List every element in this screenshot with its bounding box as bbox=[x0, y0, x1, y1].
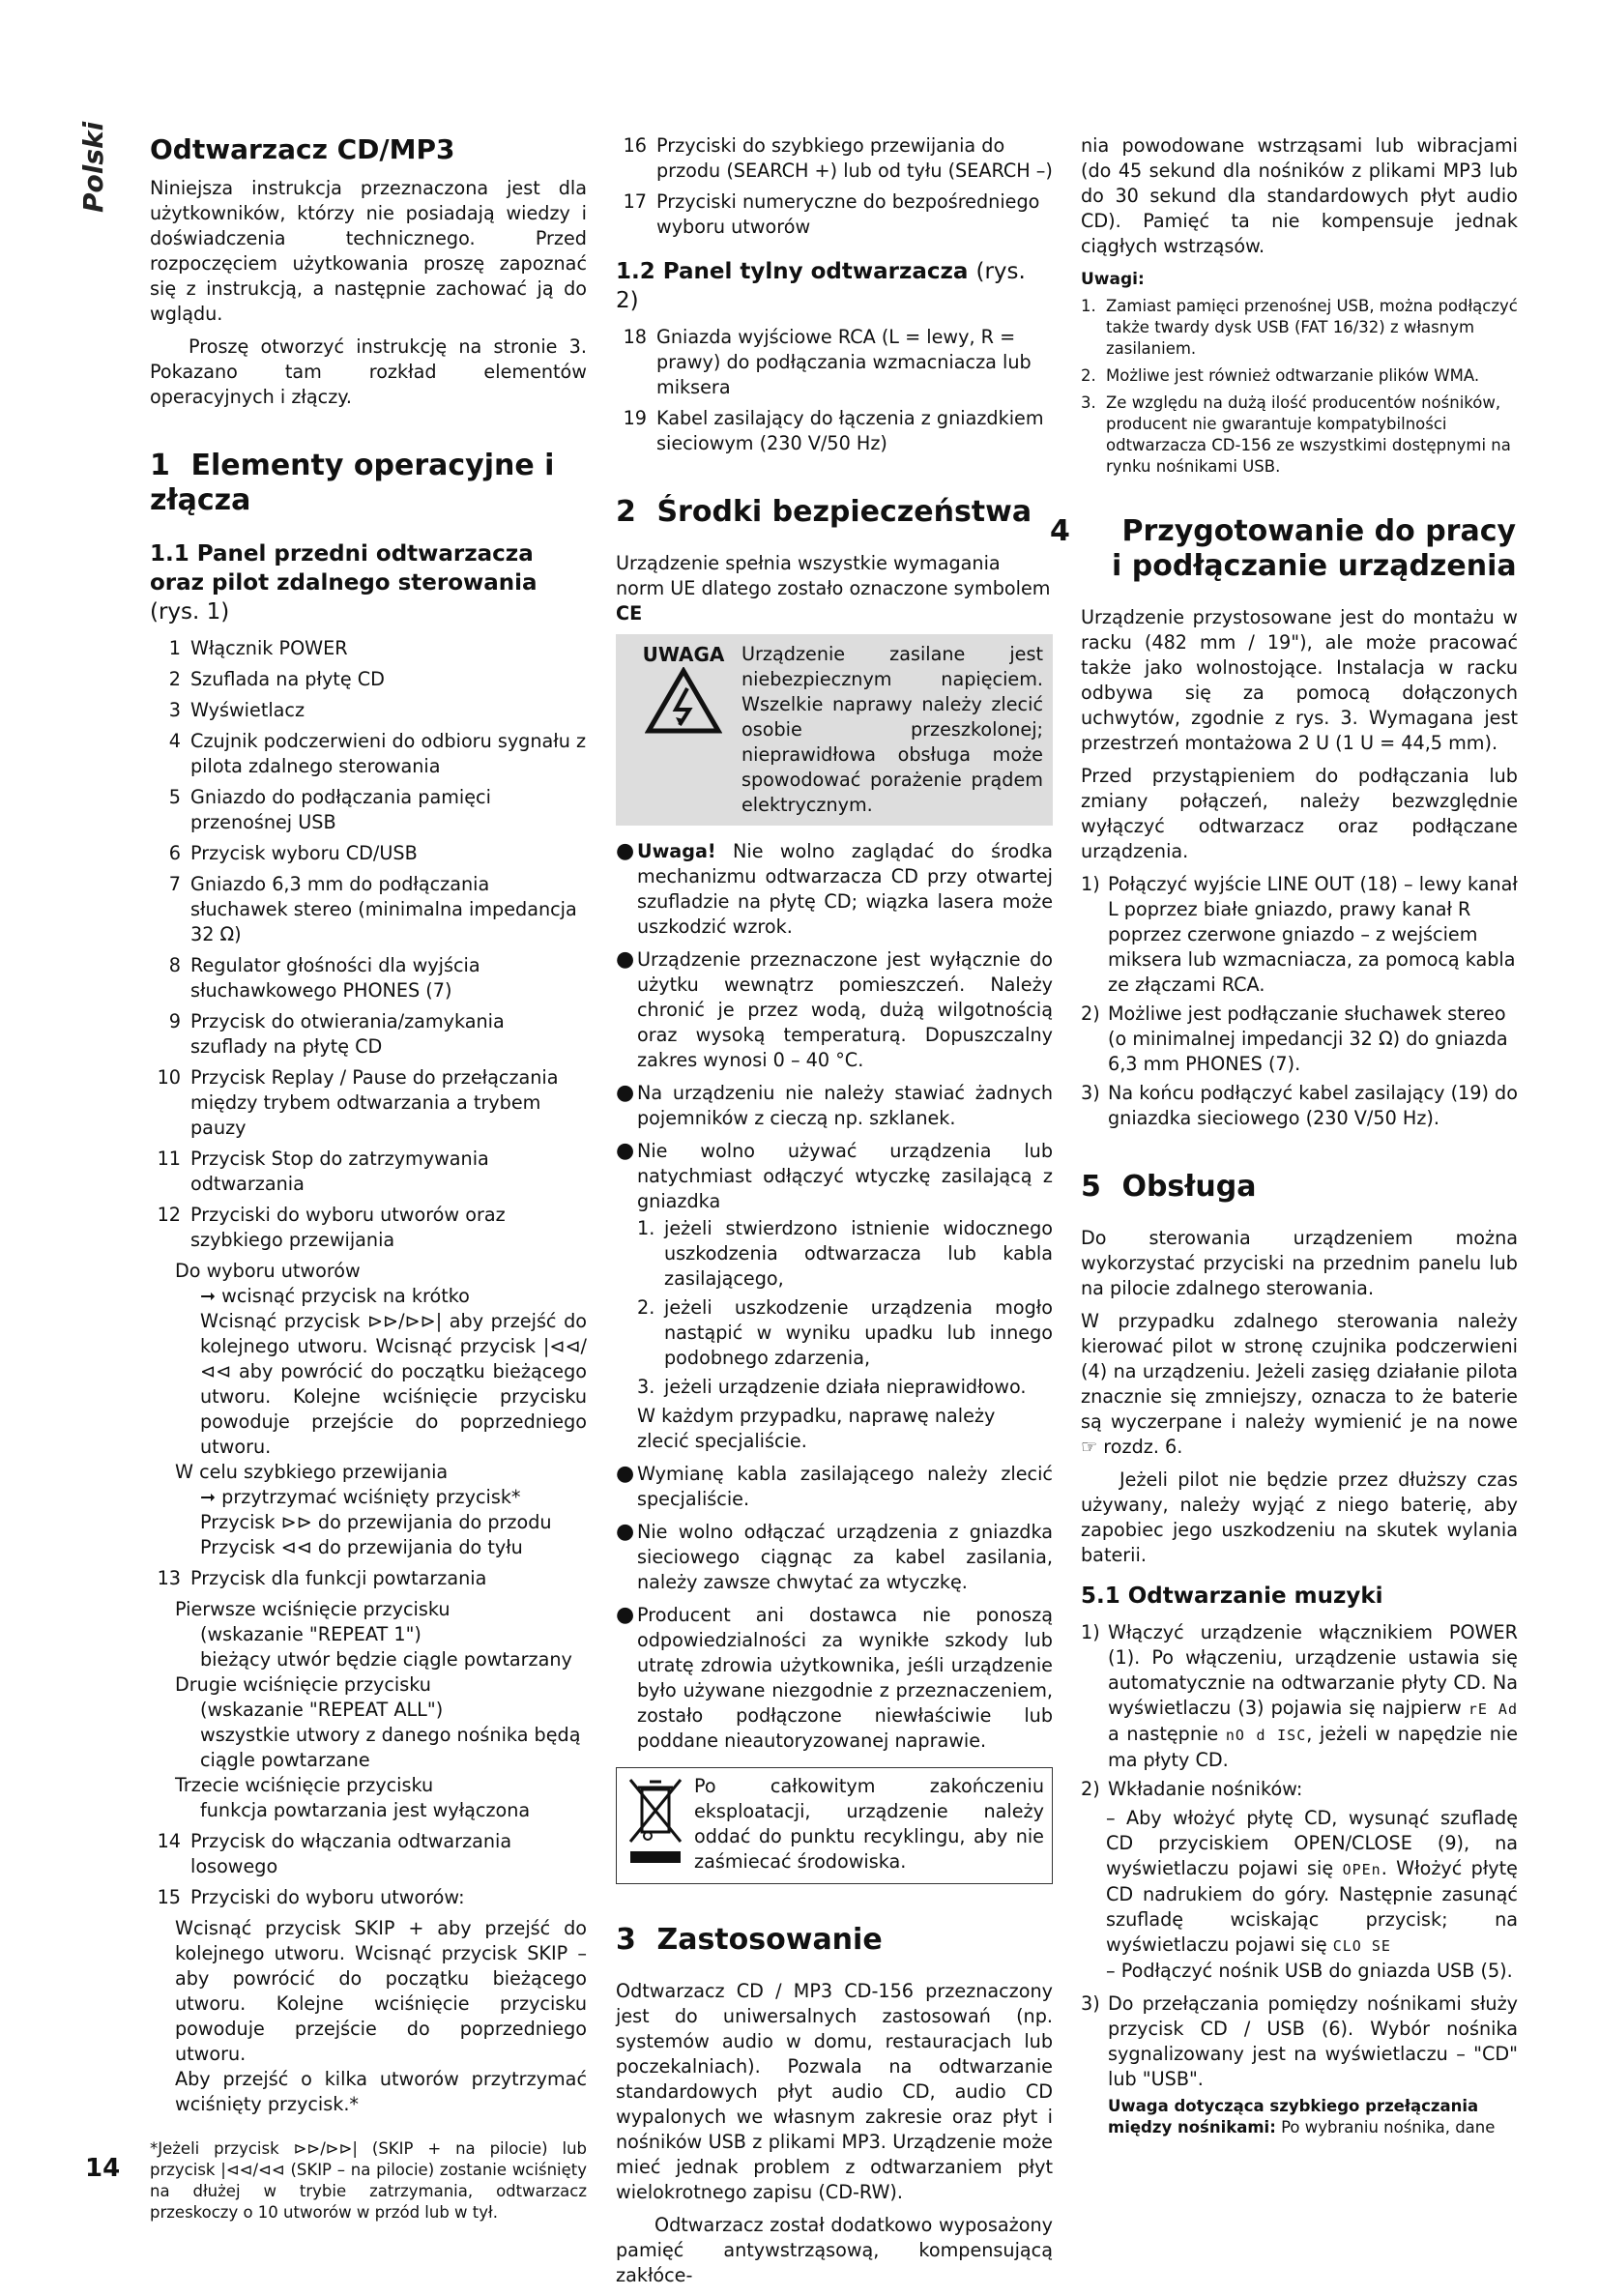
conformity-paragraph: Urządzenie spełnia wszystkie wymagania norm UE dlatego zostało oznaczone symbolem CE bbox=[616, 552, 1051, 625]
warning-label: UWAGA bbox=[642, 643, 725, 666]
list-item: 5 Gniazdo do podłączania pamięci przenośnej USB bbox=[168, 786, 491, 833]
list-item: 3. Ze względu na dużą ilość producentów nośników, producent nie gwarantuje kompatybilności odtwarzacza CD-156 ze wszystkimi dostępnymi na rynku nośnikami USB. bbox=[1081, 393, 1511, 476]
crossed-bin-icon bbox=[625, 1774, 686, 1871]
intro-paragraph-2: Proszę otworzyć instrukcję na stronie 3. Pokazano tam rozkład elementów operacyjnych i złączy. bbox=[150, 335, 587, 408]
playback-step: 1) Włączyć urządzenie włącznikiem POWER (1). Po włączeniu, urządzenie ustawia się automatycznie na odtwarzanie płyty CD. Na wyświetlaczu (3) pojawia się najpierw rE Ad a następnie nO d ISC, jeżeli w napędzie nie ma płyty CD. bbox=[1081, 1621, 1519, 1771]
list-item: 16 Przyciski do szybkiego przewijania do przodu (SEARCH +) lub od tyłu (SEARCH –) bbox=[623, 134, 1053, 182]
lcd-open: OPEn bbox=[1342, 1861, 1381, 1878]
list-item: 6 Przycisk wyboru CD/USB bbox=[168, 842, 418, 864]
safety-bullet: ● Nie wolno używać urządzenia lub natychmiast odłączyć wtyczkę zasilającą z gniazdka bbox=[616, 1139, 1053, 1212]
ce-mark: CE bbox=[616, 602, 643, 625]
setup-paragraph: Urządzenie przystosowane jest do montażu w racku (482 mm / 19"), ale może pracować także jako wolnostojące. Instalacja w racku odbywa się za pomocą dołączonych uchwytów, zgodnie z rys. 3. Wymagana jest przestrzeń montażowa 2 U (1 U = 44,5 mm). bbox=[1081, 606, 1518, 754]
list-item: 7 Gniazdo 6,3 mm do podłączania słuchawek stereo (minimalna impedancja 32 Ω) bbox=[168, 873, 577, 945]
safety-bullet: ● Producent ani dostawca nie ponoszą odpowiedzialności za wynikłe szkody lub utratę zdrowia użytkownika, jeśli urządzenie było używane niezgodnie z przeznaczeniem, zostało podłączone niewłaściwie lub poddane nieautoryzowanej naprawie. bbox=[616, 1603, 1053, 1752]
safety-bullet: ● Urządzenie przeznaczone jest wyłącznie do użytku wewnątrz pomieszczeń. Należy chronić je przez wodą, dużą wilgotnością oraz wysoką temperaturą. Dopuszczalny zakres wynosi 0 – 40 °C. bbox=[616, 947, 1053, 1071]
safety-bullet: ● Wymianę kabla zasilającego należy zlecić specjaliście. bbox=[616, 1462, 1053, 1510]
safety-bullet: ● Uwaga! Nie wolno zaglądać do środka mechanizmu odtwarzacza CD przy otwartej szufladzie na płytę CD; wiązka lasera może uszkodzić wzrok. bbox=[616, 839, 1053, 938]
footnote: *Jeżeli przycisk ⊳⊳/⊳⊳| (SKIP + na pilocie) lub przycisk |⊲⊲/⊲⊲ (SKIP – na pilocie) zostanie wciśnięty na dłużej w trybie zatrzymania, odtwarzacz przeskoczy o 10 utworów w przód lub w tył. bbox=[150, 2139, 587, 2222]
section-1-2-heading: 1.2 Panel tylny odtwarzacza (rys. 2) bbox=[616, 259, 1026, 313]
safety-bullet: ● Na urządzeniu nie należy stawiać żadnych pojemników z cieczą np. szklanek. bbox=[616, 1081, 1053, 1129]
section-2-heading: 2 Środki bezpieczeństwa bbox=[616, 495, 1032, 529]
list-item: 2 Szuflada na płytę CD bbox=[168, 668, 385, 690]
intro-paragraph: Niniejsza instrukcja przeznaczona jest dla użytkowników, którzy nie posiadają wiedzy i doświadczenia technicznego. Przed rozpoczęciem użytkowania proszę zapoznać się z instrukcją, a następnie zachować ją do wglądu. bbox=[150, 177, 587, 325]
side-language-label: Polski bbox=[77, 121, 109, 213]
usage-paragraph: Odtwarzacz CD / MP3 CD-156 przeznaczony jest do uniwersalnych zastosowań (np. systemów audio w domu, restauracjach lub poczekalniach). Pozwala na odtwarzanie standardowych płyt audio CD, audio CD wypalonych we własnym zakresie oraz płyt i nośników USB z plikami MP3. Urządzenie może mieć jednak problem z odtwarzaniem płyt wielokrotnego zapisu (CD-RW). bbox=[616, 1980, 1053, 2203]
playback-substep: – Podłączyć nośnik USB do gniazda USB (5). bbox=[1106, 1960, 1513, 1982]
list-item: 1. Zamiast pamięci przenośnej USB, można podłączyć także twardy dysk USB (FAT 16/32) z własnym zasilaniem. bbox=[1081, 297, 1518, 358]
list-item: 12 Przyciski do wyboru utworów oraz szybkiego przewijania bbox=[157, 1204, 506, 1251]
section-4-heading: 4 Przygotowanie do pracy i podłączanie urządzenia bbox=[1050, 514, 1517, 583]
notes-heading: Uwagi: bbox=[1081, 270, 1145, 289]
list-item: 8 Regulator głośności dla wyjścia słuchawkowego PHONES (7) bbox=[168, 954, 480, 1002]
list-item: 3 Wyświetlacz bbox=[168, 699, 305, 721]
section-5-heading: 5 Obsługa bbox=[1081, 1170, 1257, 1204]
warning-text: Urządzenie zasilane jest niebezpiecznym napięciem. Wszelkie naprawy należy zlecić osobie przeszkolonej; nieprawidłowa obsługa może spowodować porażenie prądem elektrycznym. bbox=[741, 643, 1043, 816]
list-item: 19 Kabel zasilający do łączenia z gniazdkiem sieciowym (230 V/50 Hz) bbox=[623, 407, 1044, 454]
switching-note: Uwaga dotycząca szybkiego przełączania między nośnikami: Po wybraniu nośnika, dane bbox=[1108, 2097, 1496, 2136]
list-item: 4 Czujnik podczerwieni do odbioru sygnału z pilota zdalnego sterowania bbox=[168, 730, 587, 777]
list-item: 9 Przycisk do otwierania/zamykania szuflady na płytę CD bbox=[168, 1010, 505, 1058]
item-15-detail: Wcisnąć przycisk SKIP + aby przejść do kolejnego utworu. Wcisnąć przycisk SKIP – aby powrócić do początku bieżącego utworu. Kolejne wciśnięcie przycisku powoduje przejście do poprzedniego utworu. Aby przejść o kilka utworów przytrzymać wciśnięty przycisk.* bbox=[175, 1917, 587, 2115]
lcd-no-disc: nO d ISC bbox=[1225, 1727, 1307, 1744]
list-item: 13 Przycisk dla funkcji powtarzania bbox=[157, 1567, 487, 1589]
safety-bullet: ● Nie wolno odłączać urządzenia z gniazdka sieciowego ciągnąc za kabel zasilania, należy zawsze chwytać za wtyczkę. bbox=[616, 1520, 1053, 1593]
page-number: 14 bbox=[85, 2154, 121, 2183]
item-list-front bbox=[150, 636, 587, 1253]
operation-paragraph-3: Jeżeli pilot nie będzie przez dłuższy czas używany, należy wyjąć z niego baterię, aby zapobiec jego uszkodzeniu na skutek wylania baterii. bbox=[1081, 1468, 1518, 1566]
list-item: 15 Przyciski do wyboru utworów: bbox=[157, 1886, 465, 1908]
list-item: 2) Możliwe jest podłączanie słuchawek stereo (o minimalnej impedancji 32 Ω) do gniazda 6,3 mm PHONES (7). bbox=[1081, 1003, 1508, 1075]
lcd-read: rE Ad bbox=[1468, 1700, 1518, 1718]
warning-box bbox=[616, 634, 1053, 826]
playback-substep: – Aby włożyć płytę CD, wysunąć szufladę CD przyciskiem OPEN/CLOSE (9), na wyświetlaczu pojawi się OPEn. Włożyć płytę CD nadrukiem do góry. Następnie zasunąć szufladę wciskając przycisk; na wyświetlaczu pojawi się CLO SE bbox=[1106, 1807, 1518, 1956]
recycling-box bbox=[616, 1767, 1053, 1884]
item-13-detail: Pierwsze wciśnięcie przycisku (wskazanie "REPEAT 1") bieżący utwór będzie ciągle powtarzany Drugie wciśnięcie przycisku (wskazanie "REPEAT ALL") wszystkie utwory z danego nośnika będą ciągle powtarzane Trzecie wciśnięcie przycisku funkcja powtarzania jest wyłączona bbox=[175, 1598, 581, 1821]
item-list-remote bbox=[616, 133, 1053, 240]
recycling-text: Po całkowitym zakończeniu eksploatacji, urządzenie należy oddać do punktu recyklingu, aby nie zaśmiecać środowiska. bbox=[694, 1775, 1044, 1873]
usage-paragraph-2: Odtwarzacz został dodatkowo wyposażony pamięć antywstrząsową, kompensującą zakłóce- bbox=[616, 2214, 1053, 2286]
section-1-1-heading: 1.1 Panel przedni odtwarzacza oraz pilot zdalnego sterowania (rys. 1) bbox=[150, 541, 538, 625]
operation-paragraph: Do sterowania urządzeniem można wykorzystać przyciski na przednim panelu lub na pilocie zdalnego sterowania. bbox=[1081, 1227, 1518, 1299]
section-1-heading: 1 Elementy operacyjne i złącza bbox=[150, 449, 555, 517]
list-item: 11 Przycisk Stop do zatrzymywania odtwarzania bbox=[157, 1148, 489, 1195]
item-12-detail: Do wyboru utworów ➞ wcisnąć przycisk na krótko Wcisnąć przycisk ⊳⊳/⊳⊳| aby przejść do kolejnego utworu. Wcisnąć przycisk |⊲⊲/⊲⊲ aby powrócić do początku bieżącego utworu. Kolejne wciśnięcie przycisku powoduje przejście do poprzedniego utworu. W celu szybkiego przewijania ➞ przytrzymać wciśnięty przycisk* Przycisk ⊳⊳ do przewijania do przodu Przycisk ⊲⊲ do przewijania do tyłu bbox=[175, 1260, 587, 1558]
setup-steps bbox=[1081, 872, 1518, 1131]
column-3 bbox=[1050, 133, 1519, 2146]
notes-list bbox=[1081, 296, 1518, 478]
antishock-paragraph: nia powodowane wstrząsami lub wibracjami (do 45 sekund dla nośników z plikami MP3 lub do 30 sekund dla standardowych płyt audio CD). Pamięć ta nie kompensuje jednak ciągłych wstrząsów. bbox=[1081, 134, 1518, 257]
list-item: 3) Na końcu podłączyć kabel zasilający (19) do gniazdka sieciowego (230 V/50 Hz). bbox=[1081, 1082, 1518, 1129]
page-title: Odtwarzacz CD/MP3 bbox=[150, 133, 455, 165]
list-item: 10 Przycisk Replay / Pause do przełączania między trybem odtwarzania a trybem pauzy bbox=[157, 1066, 559, 1139]
safety-sublist: 1. jeżeli stwierdzono istnienie widocznego uszkodzenia odtwarzacza lub kabla zasilającego, 2. jeżeli uszkodzenie urządzenia mogło nastąpić w wyniku upadku lub innego podobnego zdarzenia, 3. jeżeli urządzenie działa nieprawidłowo. W każdym przypadku, naprawę należy zlecić specjaliście. bbox=[637, 1217, 1053, 1452]
section-5-1-heading: 5.1 Odtwarzanie muzyki bbox=[1081, 1584, 1383, 1609]
list-item: 18 Gniazda wyjściowe RCA (L = lewy, R = prawy) do podłączania wzmacniacza lub miksera bbox=[623, 326, 1032, 398]
column-1 bbox=[150, 133, 587, 2223]
setup-paragraph-2: Przed przystąpieniem do podłączania lub zmiany połączeń, należy bezwzględnie wyłączyć odtwarzacz oraz podłączane urządzenia. bbox=[1081, 765, 1518, 862]
playback-step: 2) Wkładanie nośników: bbox=[1081, 1778, 1303, 1800]
list-item: 14 Przycisk do włączania odtwarzania losowego bbox=[157, 1830, 512, 1877]
playback-step: 3) Do przełączania pomiędzy nośnikami służy przycisk CD / USB (6). Wybór nośnika sygnalizowany jest na wyświetlaczu – "CD" lub "USB". bbox=[1081, 1992, 1518, 2090]
section-3-heading: 3 Zastosowanie bbox=[616, 1923, 883, 1957]
operation-paragraph-2: W przypadku zdalnego sterowania należy kierować pilot w stronę czujnika podczerwieni (4) na urządzeniu. Jeżeli zasięg działanie pilota znacznie się zmniejszy, oznacza to że baterie są wyczerpane i należy wymienić je na nowe ☞ rozdz. 6. bbox=[1081, 1310, 1518, 1458]
list-item: 1) Połączyć wyjście LINE OUT (18) – lewy kanał L poprzez białe gniazdo, prawy kanał R poprzez czerwone gniazdo – z wejściem miksera lub wzmacniacza, za pomocą kabla ze złączami RCA. bbox=[1081, 873, 1518, 996]
list-item: 1 Włącznik POWER bbox=[168, 637, 348, 659]
high-voltage-warning-icon bbox=[645, 667, 722, 735]
item-list-rear bbox=[616, 325, 1053, 456]
list-item: 17 Przyciski numeryczne do bezpośredniego wyboru utworów bbox=[623, 190, 1040, 238]
lcd-close: CLO SE bbox=[1332, 1937, 1391, 1955]
list-item: 2. Możliwe jest również odtwarzanie plików WMA. bbox=[1081, 366, 1480, 385]
column-2 bbox=[616, 133, 1053, 2296]
